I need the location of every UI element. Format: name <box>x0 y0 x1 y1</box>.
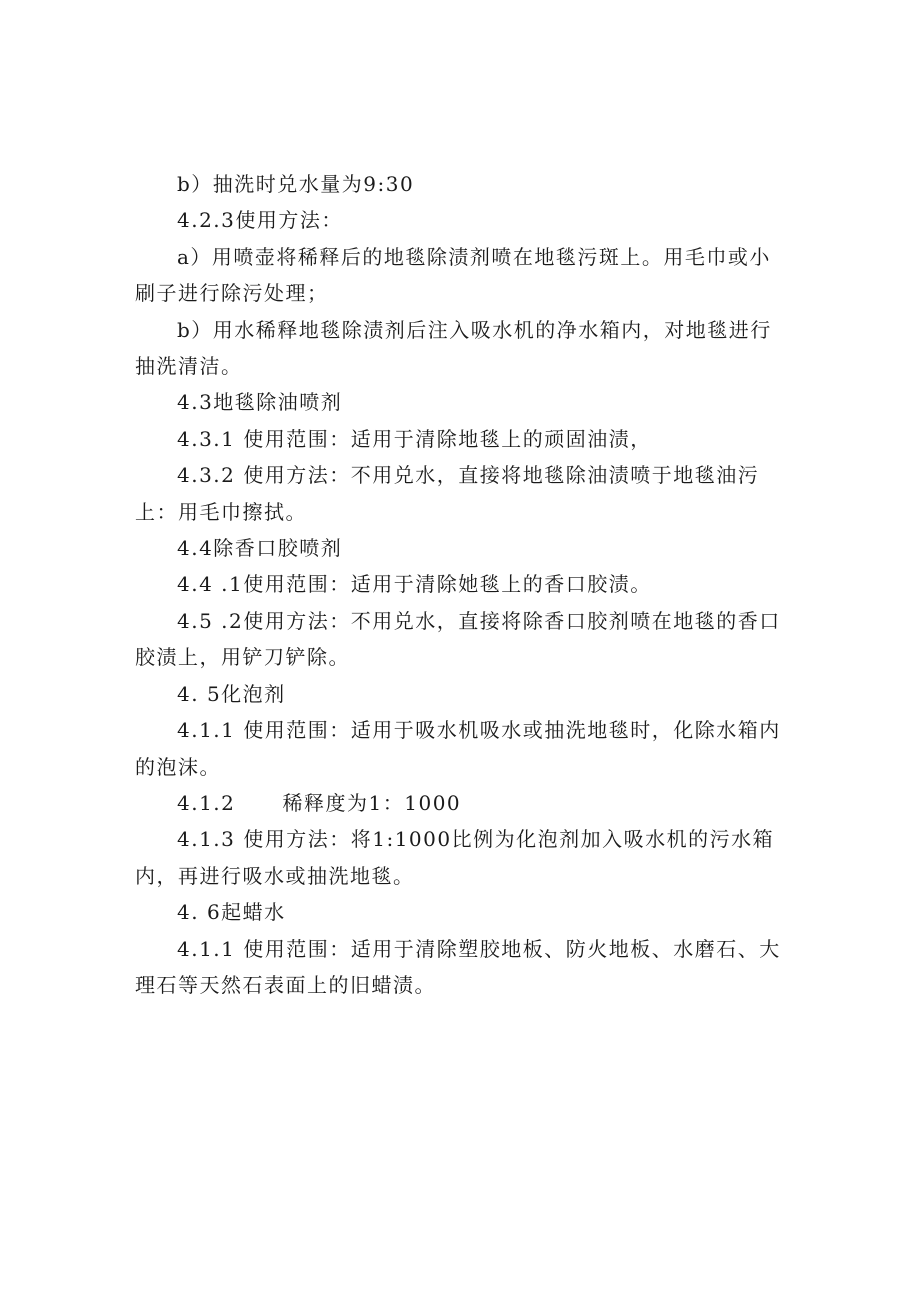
paragraph-4-2-3-a: a）用喷壶将稀释后的地毯除渍剂喷在地毯污斑上。用毛巾或小刷子进行除污处理； <box>135 244 771 306</box>
paragraph-4-2-3-b: b）用水稀释地毯除渍剂后注入吸水机的净水箱内，对地毯进行抽洗清洁。 <box>135 317 772 379</box>
paragraph-dilution-ratio: b）抽洗时兑水量为9:30 <box>177 172 415 196</box>
heading-4-6: 4. 6起蜡水 <box>177 900 286 925</box>
paragraph-4-5-1-2: 4.1.2 稀释度为1：1000 <box>177 790 462 815</box>
paragraph-4-5-1-3: 4.1.3 使用方法：将1:1000比例为化泡剂加入吸水机的污水箱内，再进行吸水或抽洗地毯。 <box>135 827 775 888</box>
paragraph-4-5-2: 4.5 .2使用方法：不用兑水，直接将除香口胶剂喷在地毯的香口胶渍上，用铲刀铲除。 <box>135 608 781 670</box>
paragraph-4-3-2: 4.3.2 使用方法：不用兑水，直接将地毯除油渍喷于地毯油污上：用毛巾擦拭。 <box>135 463 760 524</box>
heading-4-4: 4.4除香口胶喷剂 <box>177 536 343 561</box>
paragraph-4-4-1: 4.4 .1使用范围：适用于清除她毯上的香口胶渍。 <box>177 572 652 597</box>
document-body <box>135 166 785 1003</box>
heading-4-5: 4. 5化泡剂 <box>177 681 286 706</box>
paragraph-4-2-3-heading: 4.2.3使用方法： <box>177 208 343 233</box>
paragraph-4-3-1: 4.3.1 使用范围：适用于清除地毯上的顽固油渍， <box>177 426 652 451</box>
heading-4-3: 4.3地毯除油喷剂 <box>177 390 343 415</box>
paragraph-4-5-1-1: 4.1.1 使用范围：适用于吸水机吸水或抽洗地毯时，化除水箱内的泡沫。 <box>135 718 781 779</box>
paragraph-4-6-1-1: 4.1.1 使用范围：适用于清除塑胶地板、防火地板、水磨石、大理石等天然石表面上的旧蜡渍。 <box>135 936 781 997</box>
